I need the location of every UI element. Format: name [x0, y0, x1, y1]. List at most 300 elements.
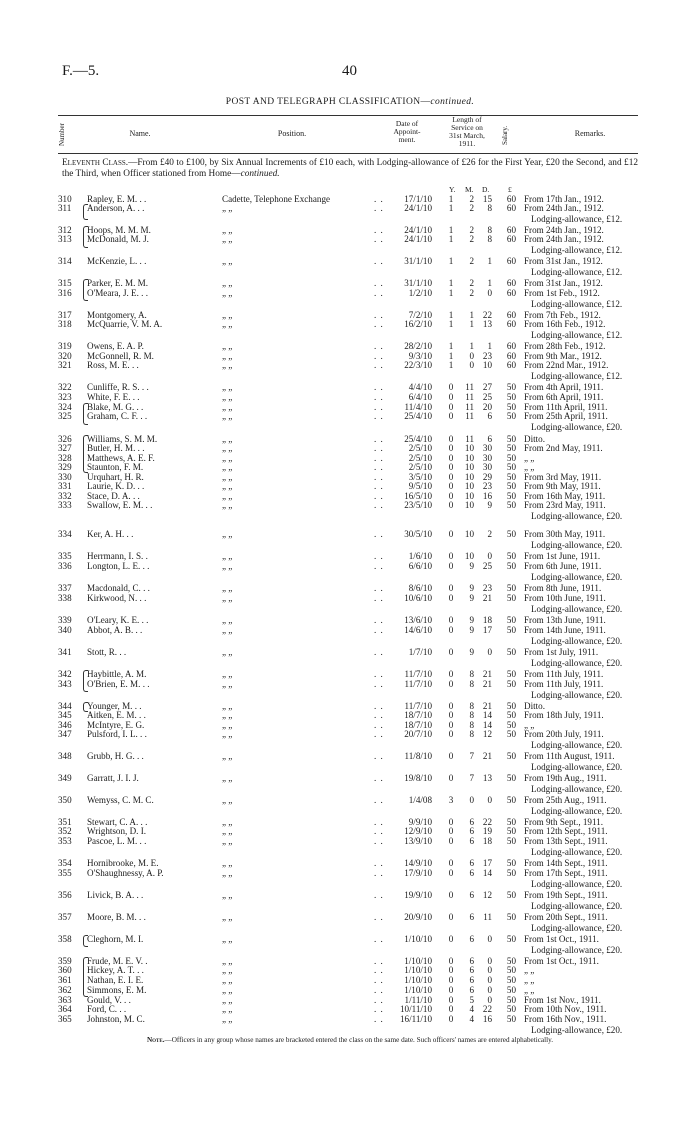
cell-name: Ross, M. E. . .: [87, 360, 139, 370]
cell-d: 12: [482, 729, 492, 739]
cell-y: 0: [448, 529, 454, 539]
cell-name: McIntyre, E. G.: [87, 720, 145, 730]
cell-n: 331: [58, 481, 72, 491]
leader-dots: . .: [374, 625, 384, 635]
cell-m: 0: [469, 351, 474, 361]
cell-m: 10: [464, 529, 474, 539]
cell-m: 6: [469, 965, 474, 975]
cell-y: 0: [448, 701, 454, 711]
cell-date: 13/6/10: [404, 615, 432, 625]
cell-pos: „ „: [222, 836, 233, 846]
cell-sal: 50: [506, 491, 516, 501]
cell-name: Garratt, J. I. J.: [87, 773, 139, 783]
cell-m: 1: [469, 319, 474, 329]
cell-rem: From 13th June, 1911.: [524, 615, 606, 625]
cell-y: 0: [448, 615, 454, 625]
cell-y: 0: [448, 462, 454, 472]
cell-d: 21: [482, 593, 492, 603]
cell-y: 1: [448, 310, 454, 320]
leader-dots: . .: [374, 411, 384, 421]
cell-name: Herrmann, I. S. .: [87, 551, 148, 561]
cell-d: 12: [482, 890, 492, 900]
cell-name: Simmons, E. M.: [87, 985, 147, 995]
class-description: Eleventh Class.—From £40 to £100, by Six Annual Increments of £10 each, with Lodging-allowance of £26 for the First Year, £20 the Second, and £12 the Third, when Officer stationed from Home—continued.: [62, 158, 638, 179]
cell-n: 346: [58, 720, 72, 730]
cell-rem: „ „: [524, 985, 535, 995]
cell-date: 8/6/10: [408, 583, 432, 593]
cell-sal: 50: [506, 985, 516, 995]
cell-rem: From 20th July, 1911.: [524, 729, 604, 739]
cell-y: 0: [448, 402, 454, 412]
cell-pos: „ „: [222, 934, 233, 944]
cell-n: 321: [58, 360, 72, 370]
leader-dots: . .: [374, 341, 384, 351]
cell-sal: 50: [506, 1004, 516, 1014]
cell-y: 1: [448, 194, 454, 204]
cell-pos: „ „: [222, 995, 233, 1005]
cell-date: 24/1/10: [404, 203, 432, 213]
cell-rem: From 10th Nov., 1911.: [524, 1004, 607, 1014]
cell-m: 11: [465, 382, 474, 392]
cell-pos: „ „: [222, 890, 233, 900]
cell-date: 17/1/10: [404, 194, 432, 204]
cell-date: 11/7/10: [404, 669, 432, 679]
cell-sal: 50: [506, 392, 516, 402]
cell-date: 9/3/10: [408, 351, 432, 361]
cell-sal: 50: [506, 956, 516, 966]
cell-pos: „ „: [222, 1014, 233, 1024]
group-bracket: [83, 279, 88, 301]
cell-m: 8: [469, 679, 474, 689]
cell-sal: 50: [506, 593, 516, 603]
cell-rem2: Lodging-allowance, £20.: [531, 740, 623, 750]
cell-sal: 50: [506, 551, 516, 561]
cell-n: 337: [58, 583, 72, 593]
cell-pos: „ „: [222, 434, 233, 444]
cell-d: 0: [487, 956, 492, 966]
cell-pos: „ „: [222, 858, 233, 868]
cell-n: 347: [58, 729, 72, 739]
leader-dots: . .: [374, 234, 384, 244]
cell-n: 328: [58, 453, 72, 463]
cell-sal: 50: [506, 965, 516, 975]
cell-rem: From 24th Jan., 1912.: [524, 234, 604, 244]
cell-m: 2: [469, 288, 474, 298]
cell-pos: „ „: [222, 402, 233, 412]
cell-sal: 50: [506, 615, 516, 625]
cell-pos: „ „: [222, 472, 233, 482]
cell-rem2: Lodging-allowance, £20.: [531, 879, 623, 889]
cell-d: 1: [487, 341, 492, 351]
cell-sal: 50: [506, 890, 516, 900]
cell-n: 320: [58, 351, 72, 361]
cell-sal: 50: [506, 795, 516, 805]
cell-pos: „ „: [222, 360, 233, 370]
cell-pos: „ „: [222, 529, 233, 539]
cell-sal: 60: [506, 319, 516, 329]
cell-rem2: Lodging-allowance, £20.: [531, 572, 623, 582]
cell-sal: 60: [506, 341, 516, 351]
cell-y: 1: [448, 225, 454, 235]
cell-m: 9: [469, 625, 474, 635]
cell-rem: From 11th July, 1911.: [524, 679, 604, 689]
cell-n: 345: [58, 710, 72, 720]
cell-m: 6: [469, 826, 474, 836]
cell-y: 0: [448, 912, 454, 922]
cell-date: 1/11/10: [404, 995, 432, 1005]
cell-d: 13: [482, 319, 492, 329]
cell-m: 10: [464, 472, 474, 482]
cell-d: 0: [487, 647, 492, 657]
leader-dots: . .: [374, 194, 384, 204]
cell-y: 0: [448, 1004, 454, 1014]
cell-pos: „ „: [222, 382, 233, 392]
cell-d: 17: [482, 625, 492, 635]
col-remarks-header: Remarks.: [574, 129, 606, 138]
cell-m: 2: [469, 203, 474, 213]
cell-d: 21: [482, 679, 492, 689]
header-rule-bottom: [58, 153, 638, 154]
cell-d: 30: [482, 443, 492, 453]
cell-name: Staunton, F. M.: [87, 462, 144, 472]
cell-y: 1: [448, 278, 454, 288]
cell-rem: Ditto.: [524, 701, 545, 711]
cell-pos: „ „: [222, 985, 233, 995]
cell-y: 3: [448, 795, 454, 805]
cell-d: 0: [487, 975, 492, 985]
cell-rem: From 24th Jan., 1912.: [524, 203, 604, 213]
cell-sal: 50: [506, 710, 516, 720]
cell-sal: 50: [506, 500, 516, 510]
leader-dots: . .: [374, 868, 384, 878]
cell-date: 11/7/10: [404, 679, 432, 689]
cell-rem: From 1st July, 1911.: [524, 647, 599, 657]
cell-name: O'Meara, J. E. . .: [87, 288, 148, 298]
cell-date: 1/10/10: [404, 934, 432, 944]
cell-pos: „ „: [222, 729, 233, 739]
cell-sal: 50: [506, 836, 516, 846]
cell-m: 2: [469, 194, 474, 204]
cell-name: White, F. E. . .: [87, 392, 140, 402]
cell-date: 1/2/10: [408, 288, 432, 298]
cell-rem2: Lodging-allowance, £12.: [531, 245, 623, 255]
cell-m: 8: [469, 669, 474, 679]
cell-date: 25/4/10: [404, 411, 432, 421]
cell-rem: From 25th Aug., 1911.: [524, 795, 607, 805]
cell-d: 2: [487, 529, 492, 539]
leader-dots: . .: [374, 965, 384, 975]
cell-name: McGonnell, R. M.: [87, 351, 154, 361]
cell-date: 24/1/10: [404, 234, 432, 244]
cell-y: 0: [448, 985, 454, 995]
col-position-header: Position.: [277, 129, 307, 138]
cell-n: 344: [58, 701, 72, 711]
cell-rem2: Lodging-allowance, £12.: [531, 330, 623, 340]
cell-n: 338: [58, 593, 72, 603]
cell-m: 6: [469, 975, 474, 985]
leader-dots: . .: [374, 817, 384, 827]
cell-pos: „ „: [222, 351, 233, 361]
leader-dots: . .: [374, 319, 384, 329]
cell-d: 6: [487, 411, 492, 421]
cell-date: 9/5/10: [408, 481, 432, 491]
cell-sal: 50: [506, 826, 516, 836]
col-salary-header: Salary.: [501, 125, 509, 145]
cell-y: 0: [448, 995, 454, 1005]
cell-sal: 50: [506, 382, 516, 392]
cell-n: 360: [58, 965, 72, 975]
cell-sal: 50: [506, 529, 516, 539]
header-rule-top: [58, 115, 638, 116]
leader-dots: . .: [374, 956, 384, 966]
cell-sal: 60: [506, 278, 516, 288]
cell-rem: From 13th Sept., 1911.: [524, 836, 608, 846]
cell-sal: 50: [506, 411, 516, 421]
leader-dots: . .: [374, 288, 384, 298]
cell-name: Stace, D. A. . .: [87, 491, 140, 501]
cell-m: 4: [469, 1004, 474, 1014]
cell-pos: „ „: [222, 319, 233, 329]
leader-dots: . .: [374, 1014, 384, 1024]
col-date-header: Date of Appoint- ment.: [393, 119, 421, 144]
cell-n: 327: [58, 443, 72, 453]
cell-n: 336: [58, 561, 72, 571]
cell-y: 1: [448, 288, 454, 298]
cell-m: 6: [469, 985, 474, 995]
cell-y: 0: [448, 751, 454, 761]
cell-m: 1: [469, 341, 474, 351]
leader-dots: . .: [374, 500, 384, 510]
cell-rem: From 12th Sept., 1911.: [524, 826, 608, 836]
cell-rem2: Lodging-allowance, £20.: [531, 784, 623, 794]
cell-name: Rapley, E. M. . .: [87, 194, 147, 204]
cell-rem: „ „: [524, 720, 535, 730]
cell-pos: „ „: [222, 310, 233, 320]
cell-y: 0: [448, 561, 454, 571]
cell-pos: „ „: [222, 751, 233, 761]
cell-date: 24/1/10: [404, 225, 432, 235]
cell-rem: From 30th May, 1911.: [524, 529, 606, 539]
cell-name: Wrightson, D. I.: [87, 826, 146, 836]
cell-y: 0: [448, 453, 454, 463]
page-number: 40: [342, 63, 357, 79]
cell-d: 0: [487, 985, 492, 995]
cell-pos: „ „: [222, 868, 233, 878]
leader-dots: . .: [374, 701, 384, 711]
cell-name: McDonald, M. J.: [87, 234, 149, 244]
leader-dots: . .: [374, 481, 384, 491]
cell-n: 311: [58, 203, 72, 213]
cell-name: Blake, M. G. . .: [87, 402, 144, 412]
cell-n: 350: [58, 795, 72, 805]
leader-dots: . .: [374, 434, 384, 444]
cell-d: 14: [482, 720, 492, 730]
cell-name: Abbot, A. B. . .: [87, 625, 143, 635]
cell-pos: „ „: [222, 256, 233, 266]
cell-m: 0: [469, 360, 474, 370]
cell-y: 0: [448, 625, 454, 635]
cell-date: 7/2/10: [408, 310, 432, 320]
cell-sal: 50: [506, 669, 516, 679]
cell-y: 0: [448, 593, 454, 603]
cell-rem: From 9th Mar., 1912.: [524, 351, 602, 361]
cell-m: 9: [469, 583, 474, 593]
cell-sal: 50: [506, 751, 516, 761]
cell-y: 1: [448, 203, 454, 213]
cell-pos: „ „: [222, 669, 233, 679]
leader-dots: . .: [374, 529, 384, 539]
cell-m: 6: [469, 817, 474, 827]
cell-n: 319: [58, 341, 72, 351]
leader-dots: . .: [374, 453, 384, 463]
cell-d: 23: [482, 583, 492, 593]
cell-d: 17: [482, 858, 492, 868]
cell-rem: From 16th Nov., 1911.: [524, 1014, 607, 1024]
cell-n: 356: [58, 890, 72, 900]
cell-y: 0: [448, 392, 454, 402]
cell-d: 8: [487, 203, 492, 213]
cell-name: Moore, B. M. . .: [87, 912, 146, 922]
cell-name: Williams, S. M. M.: [87, 434, 158, 444]
cell-y: 0: [448, 679, 454, 689]
cell-d: 23: [482, 481, 492, 491]
cell-m: 10: [464, 462, 474, 472]
cell-date: 30/5/10: [404, 529, 432, 539]
cell-m: 8: [469, 729, 474, 739]
cell-date: 3/5/10: [408, 472, 432, 482]
cell-y: 0: [448, 868, 454, 878]
cell-pos: „ „: [222, 392, 233, 402]
cell-sal: 50: [506, 443, 516, 453]
cell-y: 0: [448, 975, 454, 985]
leader-dots: . .: [374, 912, 384, 922]
cell-date: 16/5/10: [404, 491, 432, 501]
cell-pos: „ „: [222, 965, 233, 975]
cell-date: 1/10/10: [404, 965, 432, 975]
cell-m: 9: [469, 593, 474, 603]
cell-y: 0: [448, 729, 454, 739]
cell-date: 2/5/10: [408, 462, 432, 472]
leader-dots: . .: [374, 679, 384, 689]
cell-n: 359: [58, 956, 72, 966]
cell-date: 23/5/10: [404, 500, 432, 510]
cell-m: 6: [469, 934, 474, 944]
cell-sal: 50: [506, 625, 516, 635]
cell-sal: 50: [506, 858, 516, 868]
cell-name: Hickey, A. T. . .: [87, 965, 144, 975]
cell-rem2: Lodging-allowance, £20.: [531, 923, 623, 933]
cell-d: 25: [482, 392, 492, 402]
cell-pos: „ „: [222, 956, 233, 966]
cell-pos: „ „: [222, 701, 233, 711]
cell-m: 10: [464, 491, 474, 501]
cell-rem: „ „: [524, 453, 535, 463]
cell-d: 0: [487, 995, 492, 1005]
cell-rem: From 11th July, 1911.: [524, 669, 604, 679]
cell-rem: From 1st Oct., 1911.: [524, 934, 599, 944]
cell-d: 22: [482, 817, 492, 827]
cell-sal: 60: [506, 288, 516, 298]
cell-pos: „ „: [222, 615, 233, 625]
leader-dots: . .: [374, 392, 384, 402]
cell-rem: From 25th April, 1911.: [524, 411, 608, 421]
cell-n: 353: [58, 836, 72, 846]
cell-rem: From 23rd May, 1911.: [524, 500, 606, 510]
cell-name: McKenzie, L. . .: [87, 256, 147, 266]
cell-n: 326: [58, 434, 72, 444]
cell-n: 348: [58, 751, 72, 761]
cell-name: O'Shaughnessy, A. P.: [87, 868, 164, 878]
cell-n: 324: [58, 402, 72, 412]
leader-dots: . .: [374, 551, 384, 561]
cell-y: 0: [448, 965, 454, 975]
cell-n: 332: [58, 491, 72, 501]
cell-d: 18: [482, 615, 492, 625]
cell-y: 0: [448, 443, 454, 453]
cell-pos: „ „: [222, 593, 233, 603]
cell-y: 0: [448, 500, 454, 510]
leader-dots: . .: [374, 934, 384, 944]
cell-m: 5: [469, 995, 474, 1005]
group-bracket: [83, 702, 88, 712]
cell-d: 29: [482, 472, 492, 482]
cell-name: Laurie, K. D. . .: [87, 481, 145, 491]
cell-n: 323: [58, 392, 72, 402]
cell-m: 2: [469, 234, 474, 244]
cell-rem: From 10th June, 1911.: [524, 593, 606, 603]
leader-dots: . .: [374, 985, 384, 995]
cell-date: 1/10/10: [404, 985, 432, 995]
page-code: F.—5.: [62, 63, 100, 79]
leader-dots: . .: [374, 225, 384, 235]
cell-m: 6: [469, 912, 474, 922]
cell-d: 14: [482, 868, 492, 878]
cell-y: 0: [448, 647, 454, 657]
cell-m: 1: [469, 310, 474, 320]
cell-n: 317: [58, 310, 72, 320]
cell-rem: From 1st Oct., 1911.: [524, 956, 599, 966]
cell-y: 0: [448, 890, 454, 900]
cell-name: McQuarrie, V. M. A.: [87, 319, 163, 329]
cell-m: 10: [464, 443, 474, 453]
cell-pos: „ „: [222, 278, 233, 288]
leader-dots: . .: [374, 491, 384, 501]
cell-sal: 60: [506, 234, 516, 244]
cell-pos: „ „: [222, 975, 233, 985]
cell-y: 0: [448, 826, 454, 836]
group-bracket: [83, 435, 88, 473]
cell-d: 23: [482, 351, 492, 361]
cell-pos: „ „: [222, 453, 233, 463]
cell-y: 0: [448, 934, 454, 944]
cell-date: 2/5/10: [408, 453, 432, 463]
cell-date: 20/7/10: [404, 729, 432, 739]
cell-name: Aitken, E. M. . .: [87, 710, 146, 720]
cell-d: 18: [482, 836, 492, 846]
cell-name: Butler, H. M. . .: [87, 443, 145, 453]
cell-sal: 50: [506, 701, 516, 711]
cell-pos: „ „: [222, 411, 233, 421]
cell-date: 1/6/10: [408, 551, 432, 561]
cell-date: 11/7/10: [404, 701, 432, 711]
cell-d: 20: [482, 402, 492, 412]
cell-date: 28/2/10: [404, 341, 432, 351]
cell-name: Swallow, E. M. . .: [87, 500, 153, 510]
cell-date: 17/9/10: [404, 868, 432, 878]
cell-rem: From 7th Feb., 1912.: [524, 310, 601, 320]
cell-rem: From 1st June, 1911.: [524, 551, 601, 561]
cell-d: 8: [487, 234, 492, 244]
